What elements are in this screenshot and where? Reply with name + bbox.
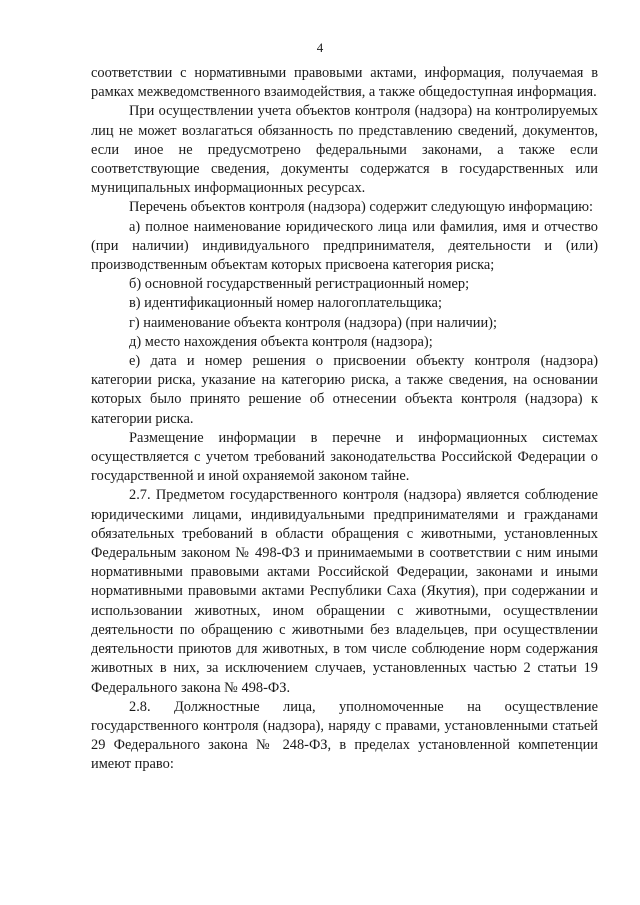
section-2-8: 2.8. Должностные лица, уполномоченные на осуществление государственного контроля (надзора), наряду с правами, установленными статьей 29 Федерального закона № 248-ФЗ, в пределах установленной компетенции имеют право: bbox=[91, 698, 598, 773]
paragraph-placement: Размещение информации в перечне и информационных системах осуществляется с учетом требований законодательства Российской Федерации о государственной и иной охраняемой законом тайне. bbox=[91, 429, 598, 485]
list-item-d: д) место нахождения объекта контроля (надзора); bbox=[129, 333, 433, 350]
section-2-7: 2.7. Предметом государственного контроля (надзора) является соблюдение юридическими лицами, индивидуальными предпринимателями и гражданами обязательных требований в области обращения с животными, установленных Федеральным законом № 498-ФЗ и принимаемыми в соответствии с ним иными нормативными правовыми актами Российской Федерации, законами и иными нормативными правовыми актами Республики Саха (Якутия), при содержании и использовании животных, ином обращении с животными, осуществлении деятельности по обращению с животными без владельцев, при осуществлении деятельности приютов для животных, в том числе соблюдение норм содержания животных в них, за исключением случаев, установленных частью 2 статьи 19 Федерального закона № 498-ФЗ. bbox=[91, 487, 598, 696]
paragraph-1: соответствии с нормативными правовыми актами, информация, получаемая в рамках межведомственного взаимодействия, а также общедоступная информация. bbox=[91, 65, 598, 101]
list-item-v: в) идентификационный номер налогоплательщика; bbox=[129, 295, 442, 312]
list-item-b: б) основной государственный регистрационный номер; bbox=[129, 276, 470, 293]
page-number: 4 bbox=[316, 40, 324, 55]
list-item-e: е) дата и номер решения о присвоении объекту контроля (надзора) категории риска, указание на категорию риска, а также сведения, на основании которых было принято решение об отнесении объекта контроля (надзора) к категории риска. bbox=[91, 353, 598, 427]
document-body bbox=[91, 64, 598, 775]
list-item-g: г) наименование объекта контроля (надзора) (при наличии); bbox=[129, 314, 497, 331]
paragraph-2: При осуществлении учета объектов контроля (надзора) на контролируемых лиц не может возлагаться обязанность по представлению сведений, документов, если иное не предусмотрено федеральными законами, а также если соответствующие сведения, документы содержатся в государственных или муниципальных информационных ресурсах. bbox=[91, 103, 598, 197]
paragraph-3: Перечень объектов контроля (надзора) содержит следующую информацию: bbox=[129, 199, 594, 216]
list-item-a: а) полное наименование юридического лица или фамилия, имя и отчество (при наличии) индивидуального предпринимателя, деятельности и (или) производственным объектам которых присвоена категория риска; bbox=[91, 218, 598, 274]
